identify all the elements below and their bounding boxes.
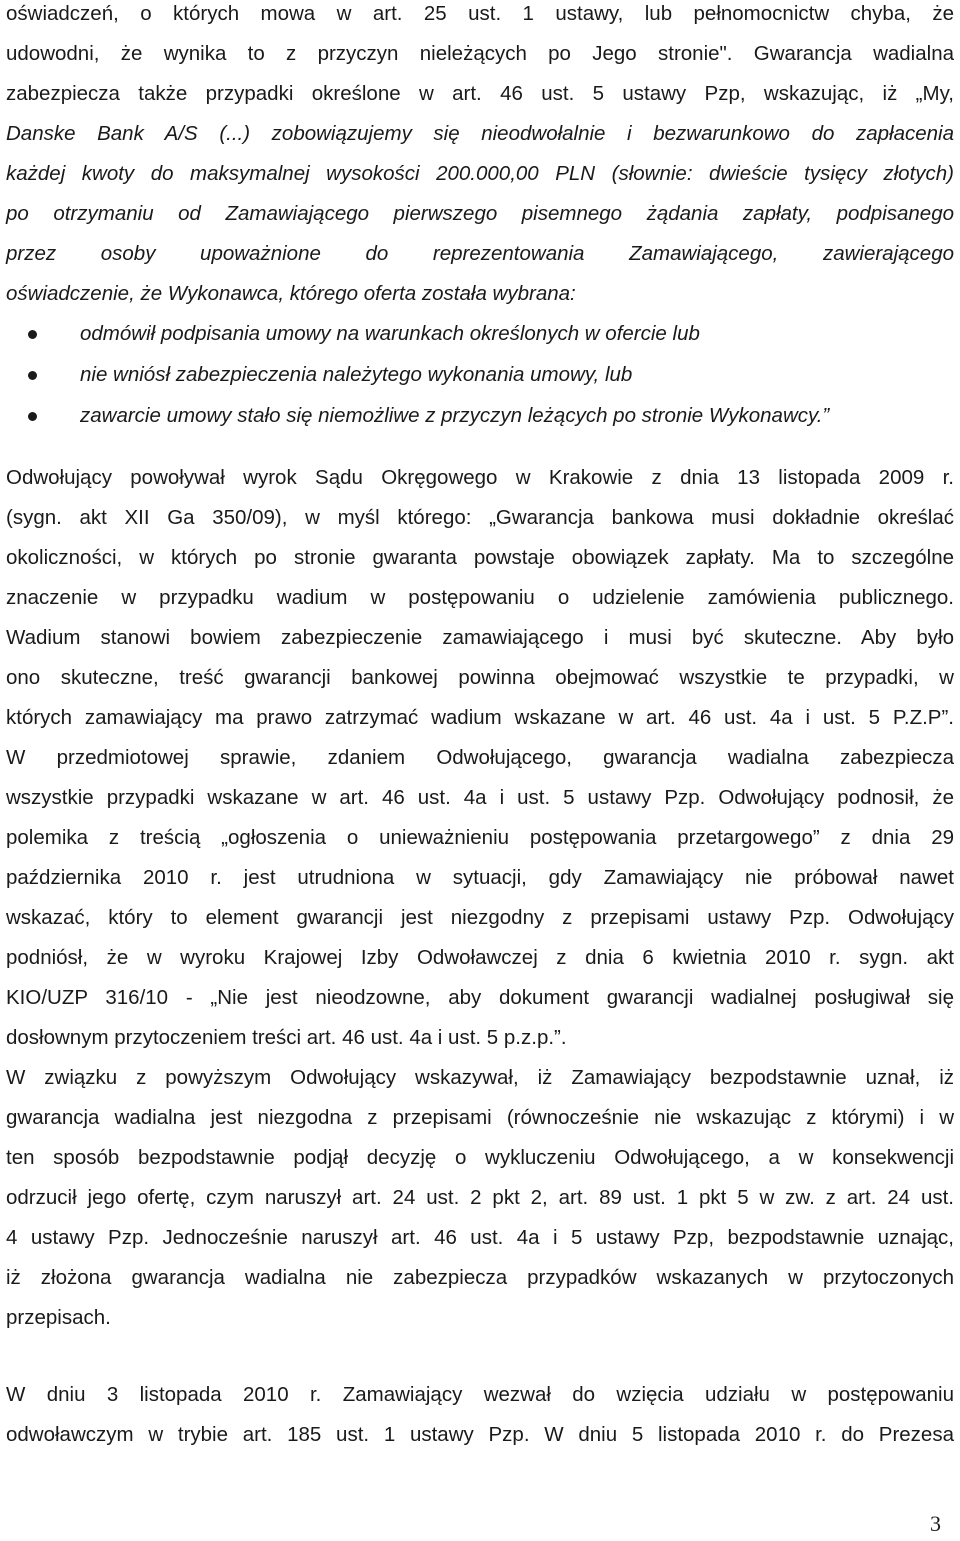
text-line: iż złożona gwarancja wadialna nie zabezpiecza przypadków wskazanych w przytoczonych (6, 1266, 954, 1289)
text-line: okoliczności, w których po stronie gwaranta powstaje obowiązek zapłaty. Ma to szczególne (6, 546, 954, 569)
text-line: Odwołujący powoływał wyrok Sądu Okręgowego w Krakowie z dnia 13 listopada 2009 r. (6, 466, 954, 489)
text-line: oświadczeń, o których mowa w art. 25 ust. 1 ustawy, lub pełnomocnictw chyba, że (6, 2, 954, 25)
text-line: KIO/UZP 316/10 - „Nie jest nieodzowne, aby dokument gwarancji wadialnej posługiwał się (6, 986, 954, 1009)
text-line: odrzucił jego ofertę, czym naruszył art. 24 ust. 2 pkt 2, art. 89 ust. 1 pkt 5 w zw. z art. 24 ust. (6, 1186, 954, 1209)
list-item-text: nie wniósł zabezpieczenia należytego wykonania umowy, lub (80, 363, 633, 386)
text-line: oświadczenie, że Wykonawca, którego oferta została wybrana: (6, 282, 576, 305)
text-line: października 2010 r. jest utrudniona w sytuacji, gdy Zamawiający nie próbował nawet (6, 866, 954, 889)
text-line: podniósł, że w wyroku Krajowej Izby Odwoławczej z dnia 6 kwietnia 2010 r. sygn. akt (6, 946, 954, 969)
list-item-text: zawarcie umowy stało się niemożliwe z przyczyn leżących po stronie Wykonawcy.” (80, 404, 830, 427)
text-line: (sygn. akt XII Ga 350/09), w myśl którego: „Gwarancja bankowa musi dokładnie określać (6, 506, 954, 529)
text-line: znaczenie w przypadku wadium w postępowaniu o udzielenie zamówienia publicznego. (6, 586, 954, 609)
text-line: udowodni, że wynika to z przyczyn nieleżących po Jego stronie". Gwarancja wadialna (6, 42, 954, 65)
text-line: ono skuteczne, treść gwarancji bankowej powinna obejmować wszystkie te przypadki, w (6, 666, 954, 689)
text-line: ten sposób bezpodstawnie podjął decyzję o wykluczeniu Odwołującego, a w konsekwencji (6, 1146, 954, 1169)
text-line: Wadium stanowi bowiem zabezpieczenie zamawiającego i musi być skuteczne. Aby było (6, 626, 954, 649)
text-line: polemika z treścią „ogłoszenia o unieważnieniu postępowania przetargowego” z dnia 29 (6, 826, 954, 849)
text-line: gwarancja wadialna jest niezgodna z przepisami (równocześnie nie wskazując z którymi) i w (6, 1106, 954, 1129)
text-line: zabezpiecza także przypadki określone w art. 46 ust. 5 ustawy Pzp, wskazując, iż „My, (6, 82, 954, 105)
text-line: odwoławczym w trybie art. 185 ust. 1 ustawy Pzp. W dniu 5 listopada 2010 r. do Prezesa (6, 1423, 954, 1446)
text-line: dosłownym przytoczeniem treści art. 46 ust. 4a i ust. 5 p.z.p.”. (6, 1026, 567, 1049)
text-line: 4 ustawy Pzp. Jednocześnie naruszył art. 46 ust. 4a i 5 ustawy Pzp, bezpodstawnie uznając, (6, 1226, 954, 1249)
text-line: przepisach. (6, 1306, 111, 1329)
text-line: W związku z powyższym Odwołujący wskazywał, iż Zamawiający bezpodstawnie uznał, iż (6, 1066, 954, 1089)
text-line: Danske Bank A/S (...) zobowiązujemy się nieodwołalnie i bezwarunkowo do zapłacenia (6, 122, 954, 145)
text-line: W przedmiotowej sprawie, zdaniem Odwołującego, gwarancja wadialna zabezpiecza (6, 746, 954, 769)
bullet-icon (28, 412, 37, 421)
bullet-icon (28, 330, 37, 339)
bullet-icon (28, 371, 37, 380)
text-line: po otrzymaniu od Zamawiającego pierwszego pisemnego żądania zapłaty, podpisanego (6, 202, 954, 225)
text-line: wszystkie przypadki wskazane w art. 46 ust. 4a i ust. 5 ustawy Pzp. Odwołujący podnosił, że (6, 786, 954, 809)
page-number: 3 (930, 1511, 941, 1536)
text-line: których zamawiający ma prawo zatrzymać wadium wskazane w art. 46 ust. 4a i ust. 5 P.Z.P”. (6, 706, 954, 729)
text-line: każdej kwoty do maksymalnej wysokości 200.000,00 PLN (słownie: dwieście tysięcy złotych) (6, 162, 954, 185)
list-item-text: odmówił podpisania umowy na warunkach określonych w ofercie lub (80, 322, 700, 345)
text-line: wskazać, który to element gwarancji jest niezgodny z przepisami ustawy Pzp. Odwołujący (6, 906, 954, 929)
text-line: W dniu 3 listopada 2010 r. Zamawiający wezwał do wzięcia udziału w postępowaniu (6, 1383, 954, 1406)
text-line: przez osoby upoważnione do reprezentowania Zamawiającego, zawierającego (6, 242, 954, 265)
